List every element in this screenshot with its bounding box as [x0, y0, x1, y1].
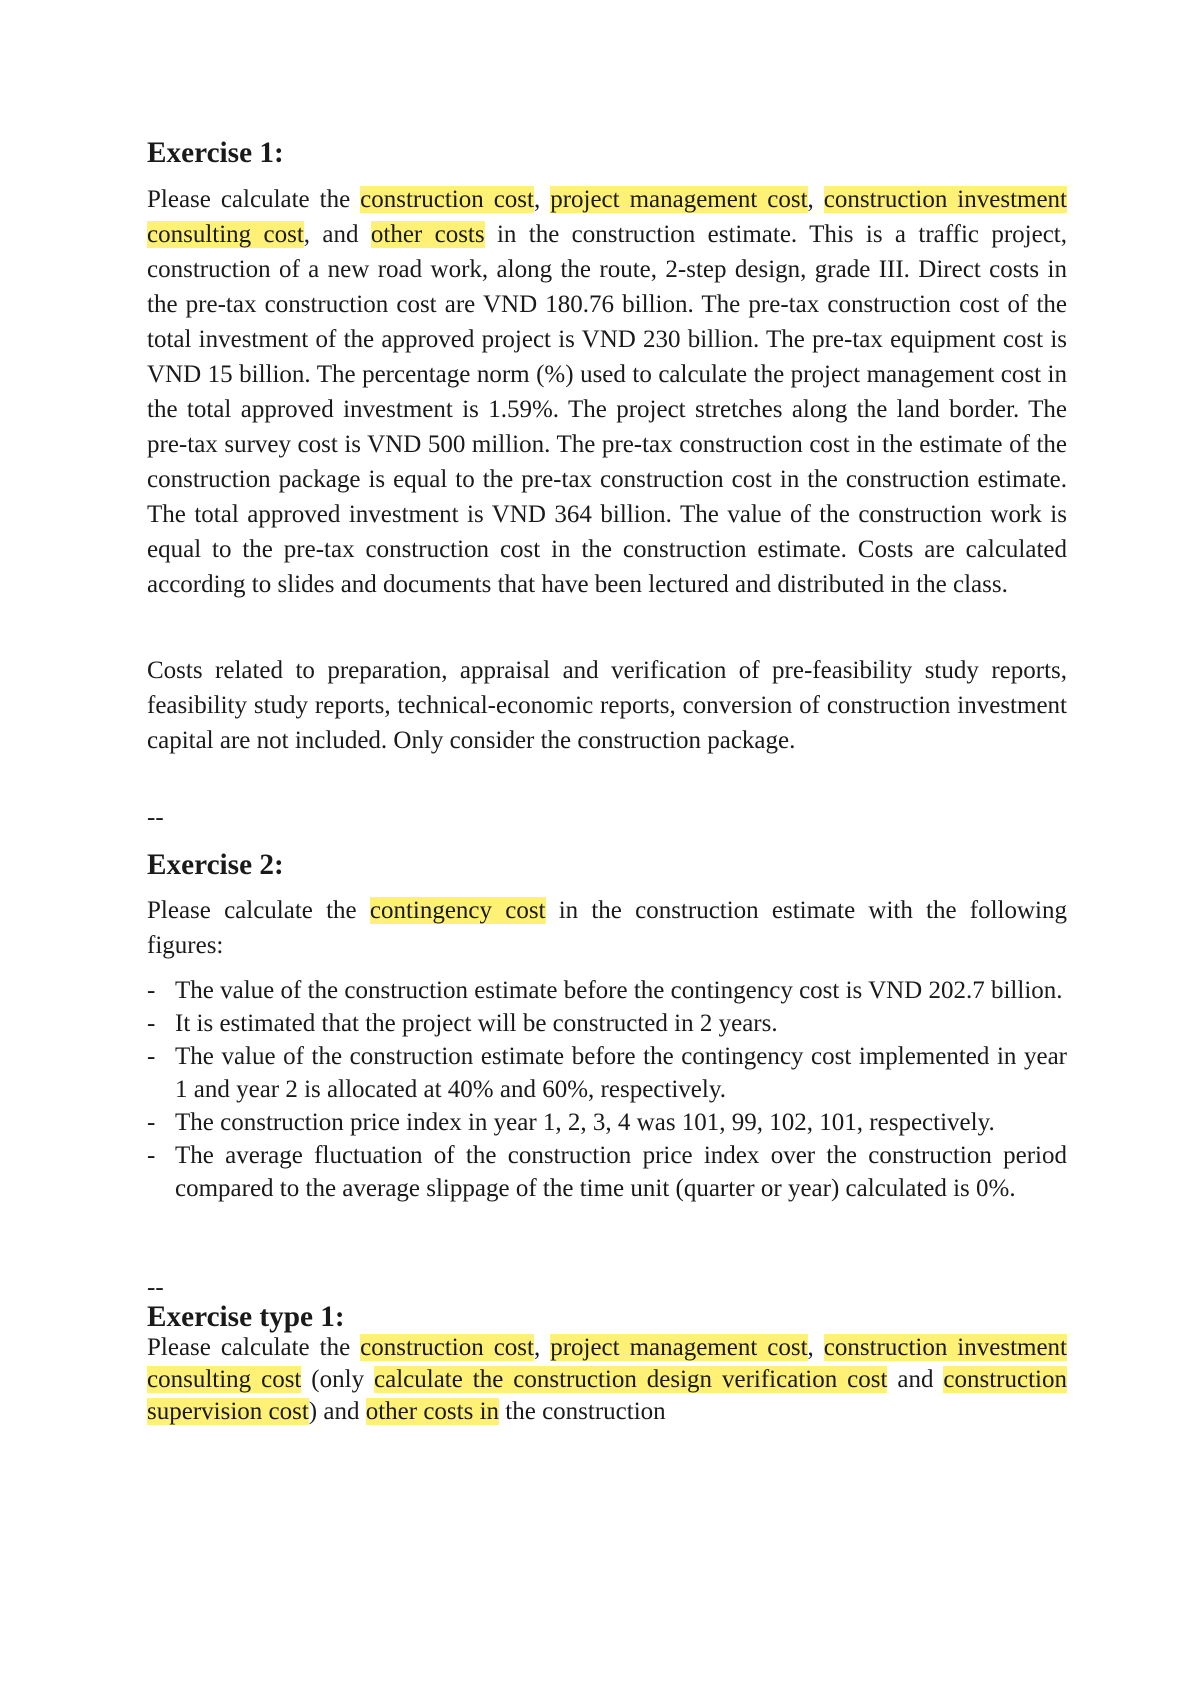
highlighted-text: construction investment consulting cost [147, 186, 1068, 248]
text-run: in the construction estimate with the following figures: [147, 897, 1067, 959]
highlighted-text: construction investment consulting cost [147, 1334, 1068, 1393]
separator-2: -- [147, 1274, 164, 1301]
highlighted-text: construction cost [360, 1334, 534, 1361]
highlighted-text: other costs in [365, 1398, 500, 1425]
bullet-dash: - [147, 1142, 156, 1169]
text-run: the construction [499, 1398, 666, 1425]
exercise-2-intro [147, 893, 1067, 963]
exercise-type-1-heading: Exercise type 1: [147, 1301, 345, 1333]
text-run: ) and [308, 1398, 366, 1425]
text-run: , [807, 186, 824, 213]
bullet-text: The construction price index in year 1, 2, 3, 4 was 101, 99, 102, 101, respectively. [175, 1109, 995, 1136]
text-run: (only [301, 1366, 375, 1393]
exercise-2-heading: Exercise 2: [147, 849, 284, 881]
highlighted-text: project management cost [550, 1334, 808, 1361]
bullet-dash: - [147, 1043, 156, 1070]
highlighted-text: construction supervision cost [147, 1366, 1067, 1425]
highlighted-text: calculate the construction design verification cost [374, 1366, 888, 1393]
separator-1: -- [147, 804, 164, 831]
list-item [147, 1007, 1067, 1040]
text-run: Please calculate the [147, 1334, 361, 1361]
text-run: , [533, 1334, 551, 1361]
bullet-dash: - [147, 977, 156, 1004]
list-item [147, 1139, 1067, 1205]
text-run: in the construction estimate. This is a traffic project, construction of a new road work, along the route, 2-step design, grade III. Direct costs in the pre-tax construction cost are VND 180.76 billion. The pre-tax construction cost of the total investment of the approved project is VND 230 billion. The pre-tax equipment cost is VND 15 billion. The percentage norm (%) used to calculate the project management cost in the total approved investment is 1.59%. The project stretches along the land border. The pre-tax survey cost is VND 500 million. The pre-tax construction cost in the estimate of the construction package is equal to the pre-tax construction cost in the construction estimate. The total approved investment is VND 364 billion. The value of the construction work is equal to the pre-tax construction cost in the construction estimate. Costs are calculated according to slides and documents that have been lectured and distributed in the class. [147, 221, 1067, 598]
text-run: and [887, 1366, 944, 1393]
highlighted-text: contingency cost [369, 897, 546, 924]
bullet-text: It is estimated that the project will be constructed in 2 years. [175, 1010, 778, 1037]
text-run: , and [303, 221, 371, 248]
list-item [147, 1106, 1067, 1139]
exercise-1-paragraph-1 [147, 182, 1067, 602]
text-run: Please calculate the [147, 186, 361, 213]
list-item [147, 974, 1067, 1007]
exercise-type-1-paragraph [147, 1332, 1067, 1428]
bullet-text: The value of the construction estimate before the contingency cost implemented in year 1 and year 2 is allocated at 40% and 60%, respectively. [175, 1043, 1067, 1103]
bullet-text: The value of the construction estimate before the contingency cost is VND 202.7 billion. [175, 977, 1063, 1004]
bullet-dash: - [147, 1010, 156, 1037]
text-run: , [533, 186, 551, 213]
text-run: , [807, 1334, 824, 1361]
bullet-dash: - [147, 1109, 156, 1136]
highlighted-text: construction cost [360, 186, 534, 213]
bullet-text: The average fluctuation of the construction price index over the construction period compared to the average slippage of the time unit (quarter or year) calculated is 0%. [175, 1142, 1067, 1202]
exercise-1-paragraph-2: Costs related to preparation, appraisal and verification of pre-feasibility study reports, feasibility study reports, technical-economic reports, conversion of construction investment capital are not included. Only consider the construction package. [147, 657, 1067, 754]
highlighted-text: other costs [370, 221, 485, 248]
list-item [147, 1040, 1067, 1106]
exercise-2-bullet-list [147, 974, 1067, 1205]
exercise-1-heading: Exercise 1: [147, 137, 284, 169]
highlighted-text: project management cost [550, 186, 808, 213]
text-run: Please calculate the [147, 897, 370, 924]
